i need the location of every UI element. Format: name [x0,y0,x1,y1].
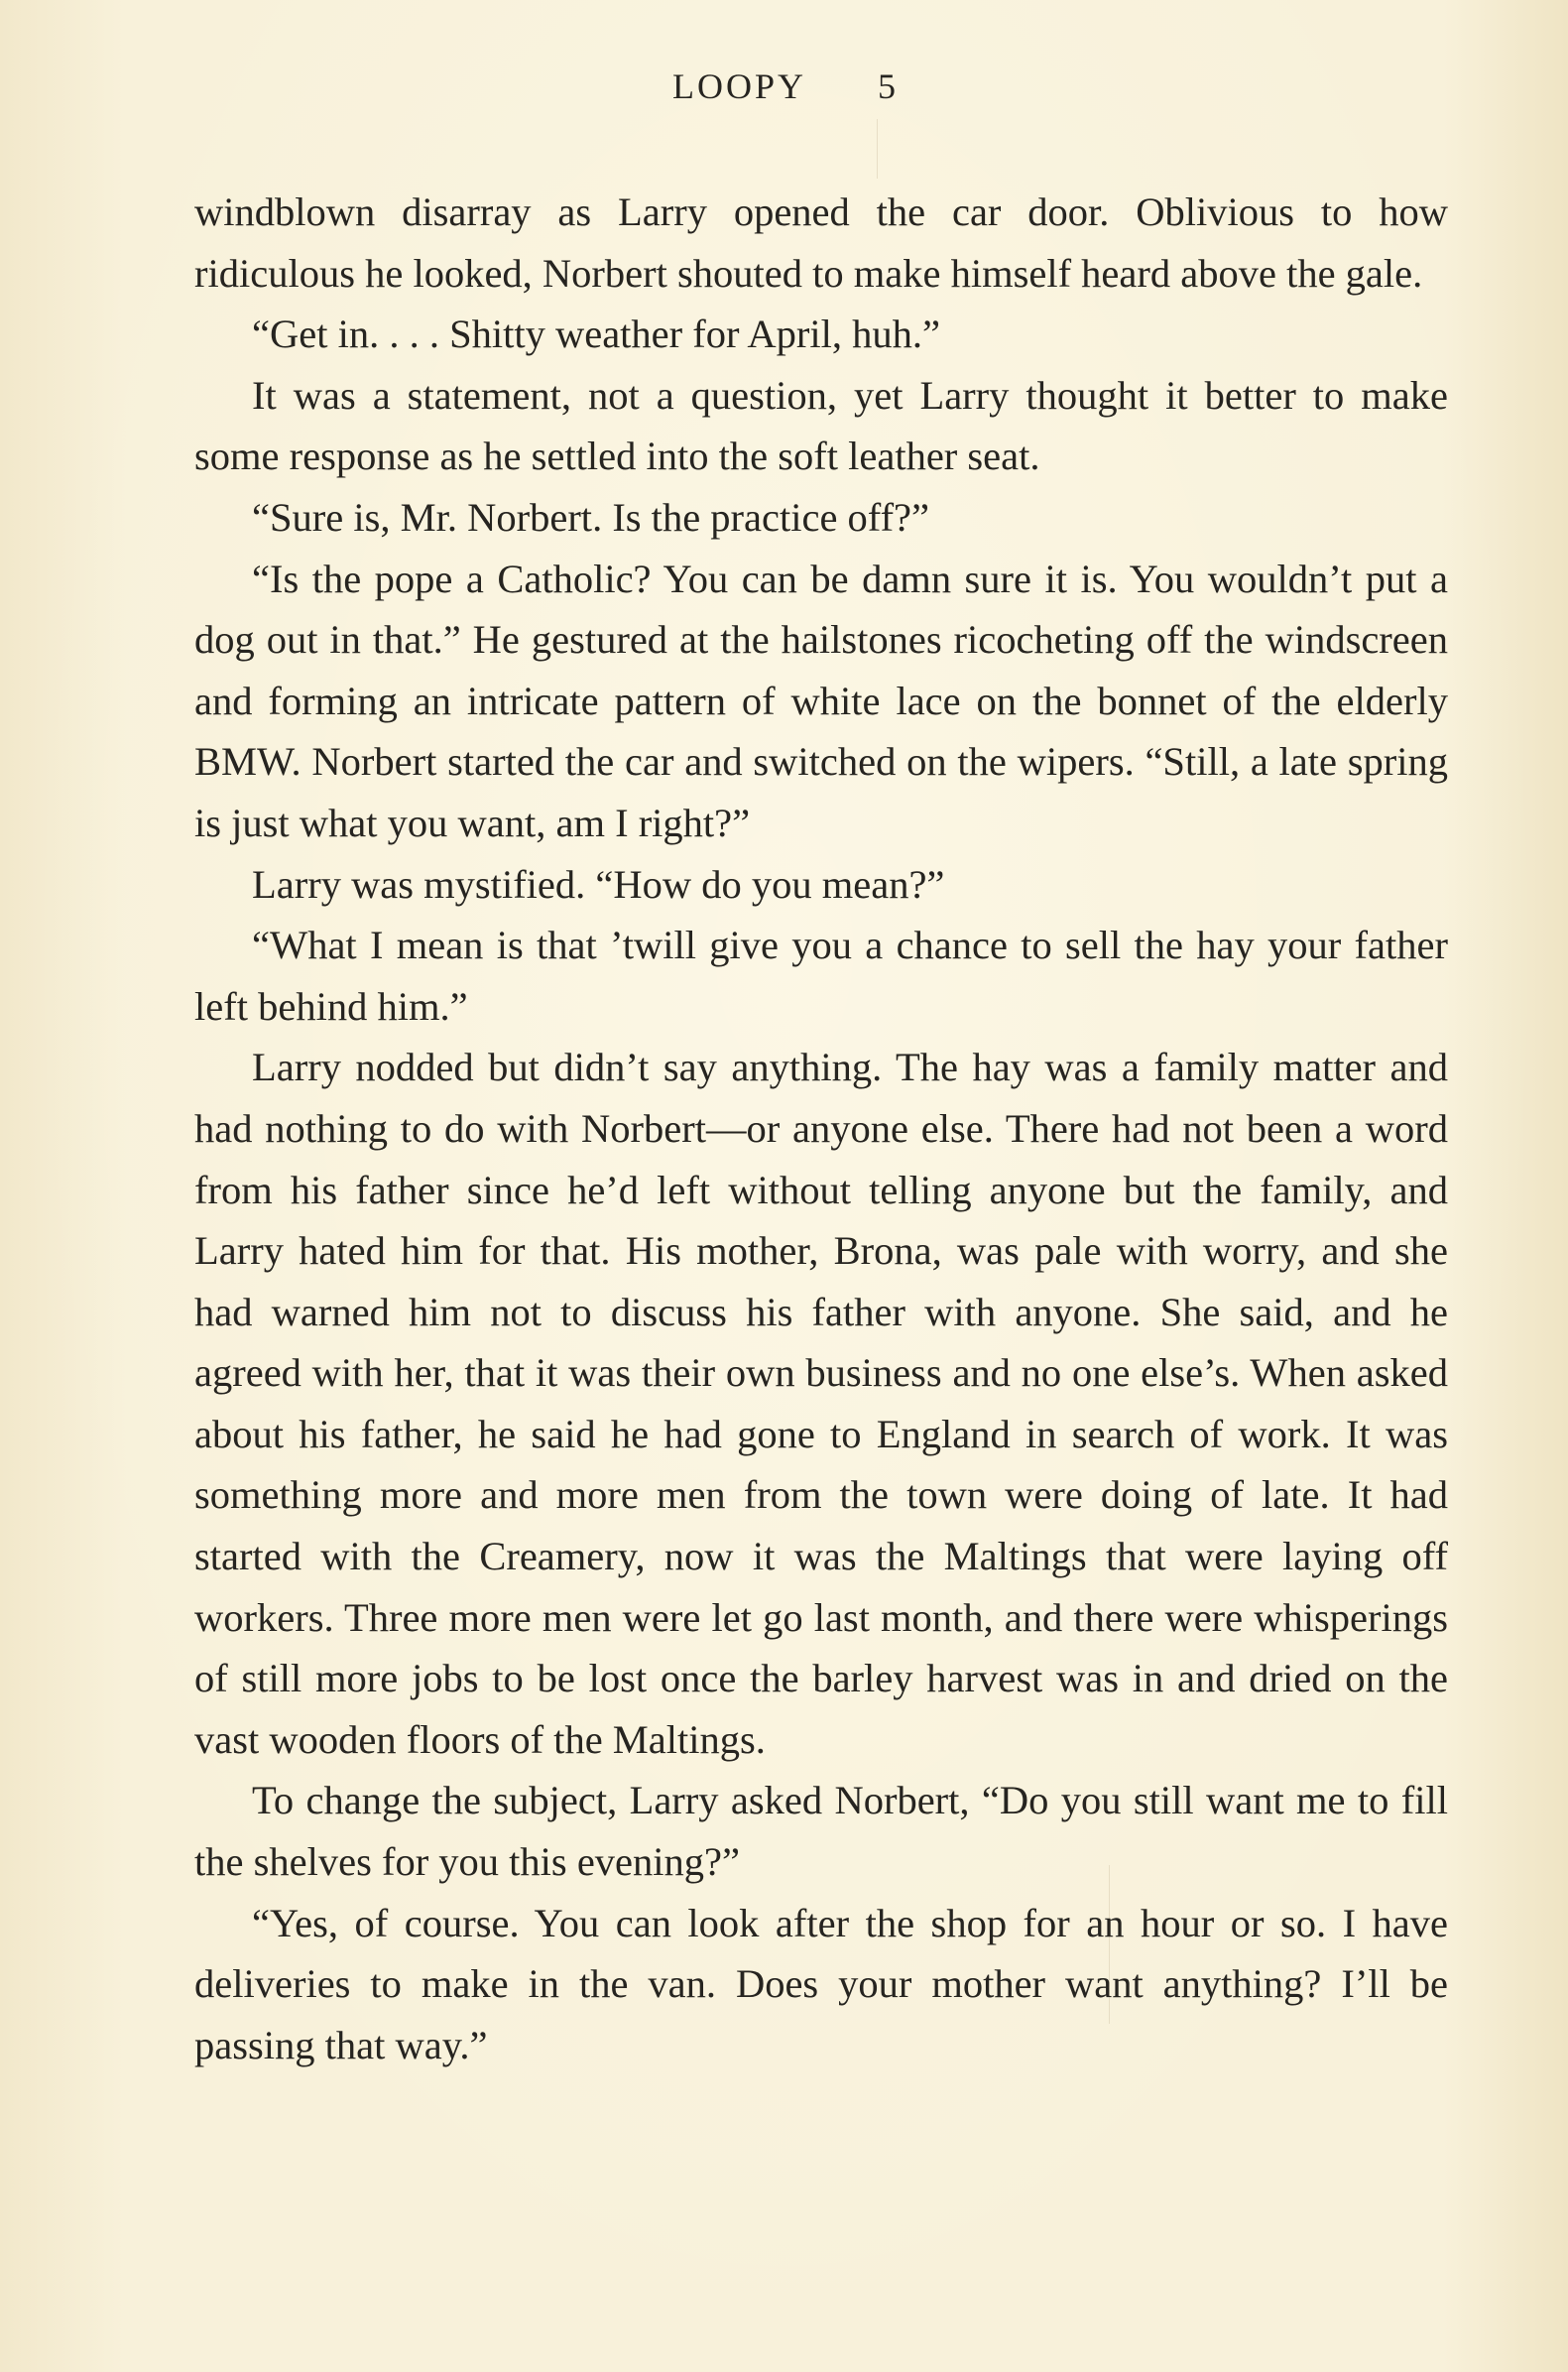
paragraph: “Yes, of course. You can look after the shop for an hour or so. I have deliveries to make in the van. Does your mother want anything? I’ll be passing that way.” [194,1900,1448,2067]
page-number: 5 [878,66,896,106]
paragraph: “What I mean is that ’twill give you a chance to sell the hay your father left behind him.” [194,923,1448,1029]
paragraph: “Sure is, Mr. Norbert. Is the practice off?” [252,494,930,540]
page-crease [877,119,878,179]
paragraph: “Is the pope a Catholic? You can be damn sure it is. You wouldn’t put a dog out in that.” He gestured at the hailstones ricocheting off the windscreen and forming an intricate pattern of white lace on the bonnet of the elderly BMW. Norbert started the car and switched on the wipers. “Still, a late spring is just what you want, am I right?” [194,556,1448,845]
paragraph: Larry was mystified. “How do you mean?” [252,861,945,907]
paragraph: To change the subject, Larry asked Norbert, “Do you still want me to fill the shelves for you this evening?” [194,1778,1448,1885]
paragraph: “Get in. . . . Shitty weather for April, huh.” [252,312,940,357]
running-header [0,65,1568,107]
running-title: LOOPY [671,66,806,106]
paragraph: windblown disarray as Larry opened the car door. Oblivious to how ridiculous he looked, Norbert shouted to make himself heard above the gale. [194,189,1448,296]
body-text [194,182,1448,2075]
paragraph: Larry nodded but didn’t say anything. The hay was a family matter and had nothing to do with Norbert—or anyone else. There had not been a word from his father since he’d left without telling anyone but the family, and Larry hated him for that. His mother, Brona, was pale with worry, and she had warned him not to discuss his father with anyone. She said, and he agreed with her, that it was their own business and no one else’s. When asked about his father, he said he had gone to England in search of work. It was something more and more men from the town were doing of late. It had started with the Creamery, now it was the Maltings that were laying off workers. Three more men were let go last month, and there were whisperings of still more jobs to be lost once the barley harvest was in and dried on the vast wooden floors of the Maltings. [194,1045,1448,1762]
paragraph: It was a statement, not a question, yet Larry thought it better to make some response as he settled into the soft leather seat. [194,372,1448,479]
